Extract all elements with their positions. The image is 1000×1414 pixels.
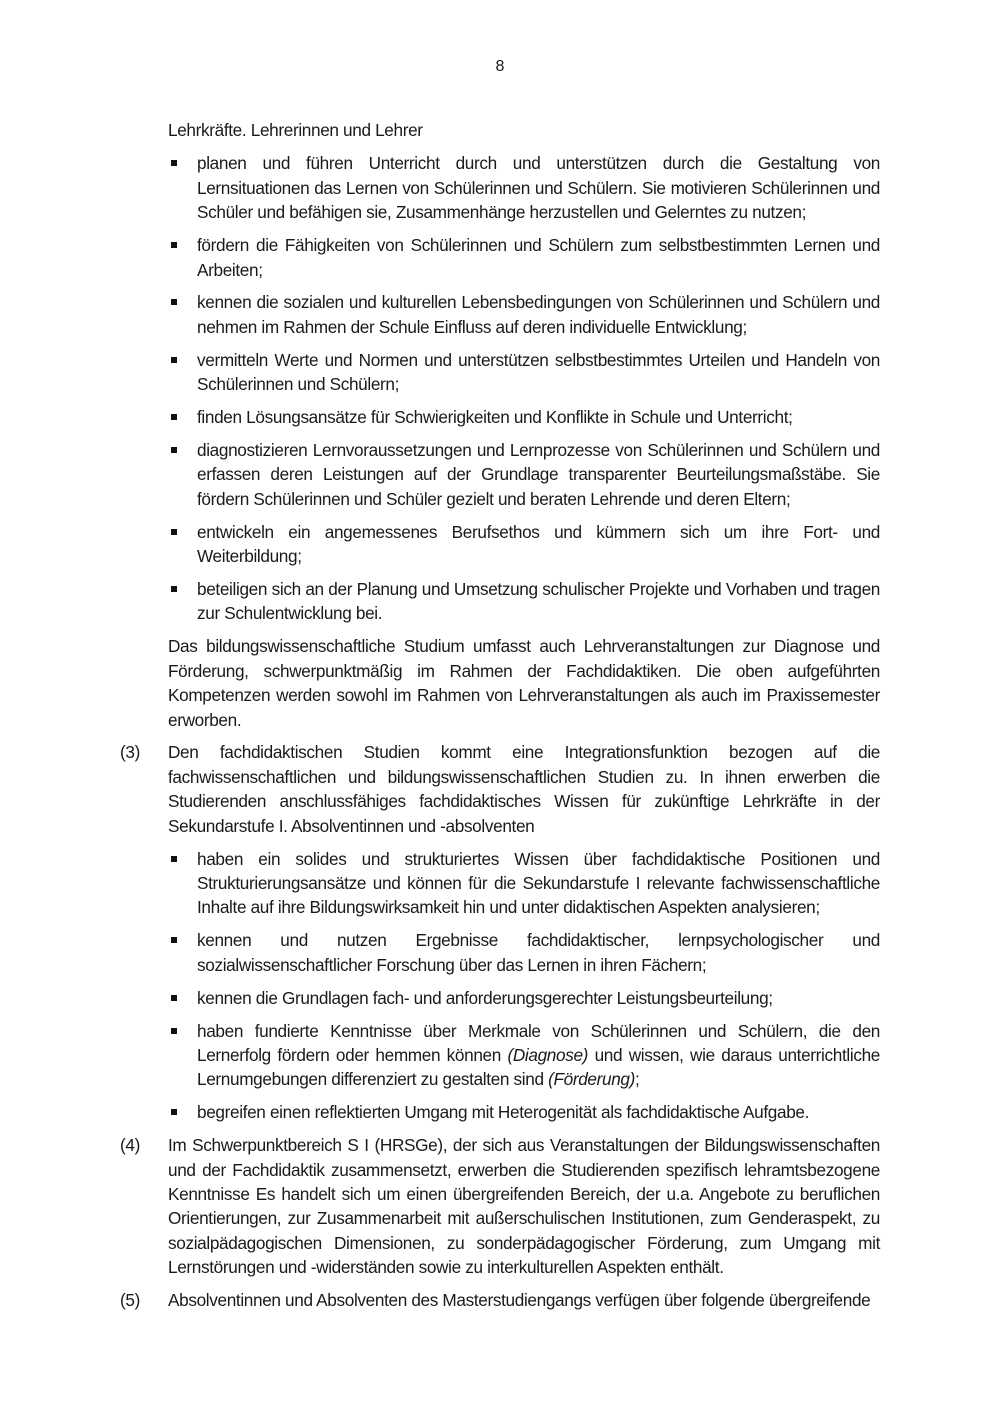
square-bullet-icon <box>171 1109 177 1115</box>
list-item <box>168 151 880 224</box>
list-item <box>168 405 880 429</box>
list-item-text: haben ein solides und strukturiertes Wissen über fachdidaktische Positionen und Strukturierungsansätze und können für die Sekundarstufe I relevante fachwissenschaftliche Inhalte auf ihre Bildungswirksamkeit hin und unter didaktischen Aspekten analysieren; <box>197 848 880 918</box>
text-run: und wissen, wie daraus unterrichtliche Lernumgebungen differenziert zu gestalten sind <box>197 1044 880 1090</box>
text-run: ; <box>635 1069 640 1090</box>
list-item <box>168 1100 880 1124</box>
closing-paragraph: Das bildungswissenschaftliche Studium umfasst auch Lehrveranstaltungen zur Diagnose und Förderung, schwerpunktmäßig im Rahmen der Fachdidaktiken. Die oben aufgeführten Kompetenzen werden sowohl im Rahmen von Lehrveranstaltungen als auch im Praxissemester erworben. <box>168 636 880 730</box>
square-bullet-icon <box>171 357 177 363</box>
section-number: (3) <box>120 742 140 763</box>
page-number: 8 <box>495 58 505 75</box>
square-bullet-icon <box>171 856 177 862</box>
didactics-competence-list <box>168 847 880 1125</box>
teacher-competence-list <box>168 151 880 625</box>
list-item <box>168 290 880 339</box>
section-text: Absolventinnen und Absolventen des Masterstudiengangs verfügen über folgende übergreifende <box>168 1290 871 1311</box>
list-item-text: kennen und nutzen Ergebnisse fachdidaktischer, lernpsychologischer und sozialwissenschaftlicher Forschung über das Lernen in ihren Fächern; <box>197 930 880 975</box>
list-item <box>168 348 880 397</box>
list-item-text: begreifen einen reflektierten Umgang mit Heterogenität als fachdidaktische Aufgabe. <box>197 1102 810 1123</box>
intro-line: Lehrkräfte. Lehrerinnen und Lehrer <box>168 120 423 140</box>
square-bullet-icon <box>171 414 177 420</box>
square-bullet-icon <box>171 586 177 592</box>
list-item-text <box>197 1021 880 1090</box>
list-item <box>168 520 880 569</box>
square-bullet-icon <box>171 447 177 453</box>
section-text: Den fachdidaktischen Studien kommt eine Integrationsfunktion bezogen auf die fachwissenschaftlichen und bildungswissenschaftlichen Studien zu. In ihnen erwerben die Studierenden anschlussfähiges fachdidaktisches Wissen für zukünftige Lehrkräfte in der Sekundarstufe I. Absolventinnen und -absolventen <box>168 742 880 836</box>
square-bullet-icon <box>171 1028 177 1034</box>
list-item-text: planen und führen Unterricht durch und unterstützen durch die Gestaltung von Lernsituationen das Lernen von Schülerinnen und Schülern. Sie motivieren Schülerinnen und Schüler und befähigen sie, Zusammenhänge herzustellen und Gelerntes zu nutzen; <box>197 153 880 223</box>
text-run: haben fundierte Kenntnisse über Merkmale von Schülerinnen und Schülern, die den Lernerfolg fördern oder hemmen können <box>197 1020 880 1065</box>
document-body <box>120 118 880 1321</box>
section-5 <box>120 1288 880 1312</box>
square-bullet-icon <box>171 160 177 166</box>
square-bullet-icon <box>171 242 177 248</box>
square-bullet-icon <box>171 995 177 1001</box>
section-3 <box>120 740 880 1124</box>
section-4 <box>120 1133 880 1279</box>
list-item <box>168 986 880 1010</box>
list-item-text: fördern die Fähigkeiten von Schülerinnen und Schülern zum selbstbestimmten Lernen und Arbeiten; <box>197 235 880 280</box>
list-item <box>168 928 880 977</box>
list-item-text: vermitteln Werte und Normen und unterstützen selbstbestimmtes Urteilen und Handeln von Schülerinnen und Schülern; <box>197 349 880 395</box>
square-bullet-icon <box>171 299 177 305</box>
square-bullet-icon <box>171 937 177 943</box>
emphasis-foerderung: (Förderung) <box>548 1069 636 1090</box>
list-item <box>168 1019 880 1092</box>
list-item <box>168 577 880 626</box>
list-item-text: kennen die Grundlagen fach- und anforderungsgerechter Leistungsbeurteilung; <box>197 987 773 1008</box>
square-bullet-icon <box>171 529 177 535</box>
list-item-text: kennen die sozialen und kulturellen Lebensbedingungen von Schülerinnen und Schülern und nehmen im Rahmen der Schule Einfluss auf deren individuelle Entwicklung; <box>197 292 880 337</box>
list-item-text: finden Lösungsansätze für Schwierigkeiten und Konflikte in Schule und Unterricht; <box>197 407 793 428</box>
list-item-text: diagnostizieren Lernvoraussetzungen und Lernprozesse von Schülerinnen und Schülern und erfassen deren Leistungen auf der Grundlage transparenter Beurteilungsmaßstäbe. Sie fördern Schülerinnen und Schüler gezielt und beraten Lehrende und deren Eltern; <box>197 439 880 509</box>
emphasis-diagnose: (Diagnose) <box>507 1044 589 1065</box>
section-text: Im Schwerpunktbereich S I (HRSGe), der sich aus Veranstaltungen der Bildungswissenschaften und der Fachdidaktik zusammensetzt, erwerben die Studierenden spezifisch lehramtsbezogene Kenntnisse Es handelt sich um einen übergreifenden Bereich, der u.a. Angebote zu beruflichen Orientierungen, zur Zusammenarbeit mit außerschulischen Institutionen, zum Genderaspekt, zu sozialpädagogischen Dimensionen, zu sonderpädagogischer Förderung, zum Umgang mit Lernstörungen und -widerständen sowie zu interkulturellen Aspekten enthält. <box>168 1135 880 1278</box>
section-number: (4) <box>120 1135 140 1156</box>
list-item <box>168 438 880 511</box>
list-item-text: beteiligen sich an der Planung und Umsetzung schulischer Projekte und Vorhaben und tragen zur Schulentwicklung bei. <box>197 579 880 624</box>
list-item <box>168 233 880 282</box>
list-item-text: entwickeln ein angemessenes Berufsethos und kümmern sich um ihre Fort- und Weiterbildung; <box>197 521 880 567</box>
section-number: (5) <box>120 1290 140 1311</box>
list-item <box>168 847 880 920</box>
